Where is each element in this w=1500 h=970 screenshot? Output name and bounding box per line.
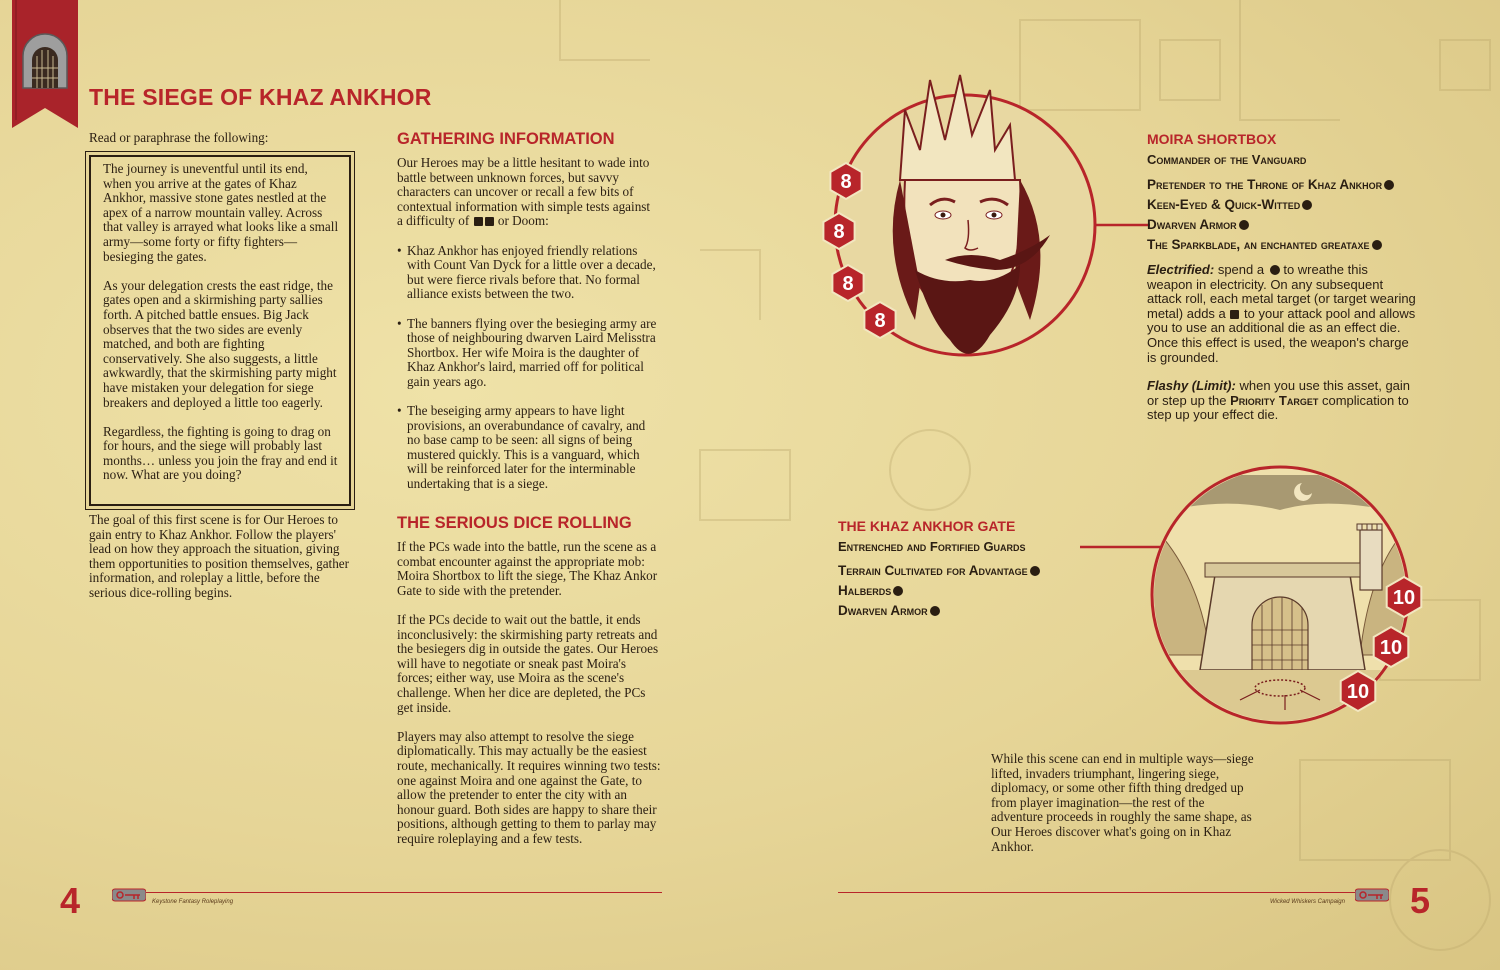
moira-name: MOIRA SHORTBOX: [1147, 131, 1277, 147]
die-hex-badge: [1337, 670, 1379, 712]
trait-row: Keen-Eyed & Quick-Witted: [1147, 195, 1417, 215]
gate-stat-block: [838, 518, 1088, 621]
gate-banner-icon: [12, 0, 82, 135]
box-paragraph: The journey is uneventful until its end, when you arrive at the gates of Khaz Ankhor, massive stone gates nestled at the apex of a narrow mountain valley. Across that valley is arrayed what looks like a small army—some forty or fifty fighters—besieging the gates.: [103, 161, 339, 264]
die-hex-badge: [820, 212, 858, 250]
die-value: 8: [874, 310, 886, 332]
die-value: 10: [1346, 681, 1370, 703]
footer-rule-right: [838, 892, 1355, 893]
moira-traits: [1147, 175, 1417, 255]
box-paragraph: Regardless, the fighting is going to drag on for hours, and the siege will probably last months… unless you join the fray and end it now. What are you doing?: [103, 423, 338, 483]
die-value: 8: [840, 171, 852, 193]
list-item: • The banners flying over the besieging army are those of neighbouring dwarven Laird Melisstra Shortbox. Her wife Moira is the daughter of Khaz Ankhor's laird, married off for political gain years ago.: [397, 317, 659, 390]
die-hex-badge: [829, 264, 867, 302]
gate-name: THE KHAZ ANKHOR GATE: [838, 518, 1016, 534]
chapter-banner: [12, 0, 82, 140]
box-paragraph: As your delegation crests the east ridge, the gates open and a skirmishing party sallies forth. A pitched battle ensues. Big Jack observes that the two sides are evenly matched, and both are fighting conservatively. She also suggests, a little awkwardly, that the skirmishing party might have mistaken your delegation for siege breakers and deployed a little too eagerly.: [103, 277, 337, 410]
dice-rolling-heading: THE SERIOUS DICE ROLLING: [397, 514, 632, 532]
die-value: 8: [833, 221, 845, 243]
scene-goal-text: The goal of this first scene is for Our Heroes to gain entry to Khaz Ankhor. Follow the players' lead on how they approach the situation, giving them opportunities to position themselves, gather information, and roleplay a little, before the serious dice-rolling begins.: [89, 512, 350, 600]
trait-row: Pretender to the Throne of Khaz Ankhor: [1147, 175, 1417, 195]
gathering-bullets: [397, 244, 659, 492]
gate-subtitle: Entrenched and Fortified Guards: [838, 539, 1026, 554]
sfx-electrified: Electrified: spend a to wreathe this weapon in electricity. On any subsequent attack roll, each metal target (or target wearing metal) adds a to your attack pool and allows you to use an additional die as an effect die. Once this effect is used, the weapon's charge is grounded.: [1147, 262, 1416, 365]
read-aloud-box: [89, 155, 351, 506]
gathering-heading: GATHERING INFORMATION: [397, 130, 615, 148]
key-icon: [112, 888, 146, 902]
page-number-right: 5: [1410, 880, 1431, 921]
die-icon: [1384, 180, 1394, 190]
die-icon: [1239, 220, 1249, 230]
trait-row: The Sparkblade, an enchanted greataxe: [1147, 235, 1417, 255]
die-icon: [893, 586, 903, 596]
die-value: 8: [842, 273, 854, 295]
die-icon: [474, 217, 483, 226]
footer-rule-left: [146, 892, 662, 893]
trait-row: Dwarven Armor: [838, 601, 1088, 621]
die-value: 10: [1392, 587, 1416, 609]
die-icon: [1302, 200, 1312, 210]
gathering-section: [397, 130, 659, 506]
die-hex-badge: [1383, 576, 1425, 618]
trait-row: Halberds: [838, 581, 1088, 601]
dice-rolling-section: [397, 514, 662, 846]
intro-text: Read or paraphrase the following:: [89, 130, 269, 145]
moira-stat-block: [1147, 131, 1417, 423]
sfx-flashy: Flashy (Limit): when you use this asset, gain or step up the Priority Target complication to step up your effect die.: [1147, 378, 1411, 423]
gate-traits: [838, 561, 1088, 621]
die-value: 10: [1379, 637, 1403, 659]
die-icon: [930, 606, 940, 616]
body-paragraph: If the PCs wade into the battle, run the scene as a combat encounter against the appropriate mob: Moira Shortbox to lift the siege, The Khaz Ankor Gate to side with the pretender.: [397, 539, 658, 598]
list-item: • The beseiging army appears to have light provisions, an overabundance of cavalry, and no base camp to be seen: all signs of being mustered quickly. This is a vanguard, which will be reinforced later for the interminable undertaking that is a siege.: [397, 404, 659, 492]
footer-right-text: Wicked Whiskers Campaign: [1270, 899, 1345, 905]
die-icon: [1030, 566, 1040, 576]
body-paragraph: Players may also attempt to resolve the siege diplomatically. This may actually be the easiest route, mechanically. It requires winning two tests: one against Moira and one against the Gate, to allow the pretender to enter the city with an honour guard. Both sides are happy to share their positions, although getting to them to parlay may require roleplaying and a few tests.: [397, 728, 661, 846]
list-item: • Khaz Ankhor has enjoyed friendly relations with Count Van Dyck for a little over a decade, but were fierce rivals before that. No formal alliance exists between the two.: [397, 244, 659, 302]
page-number-left: 4: [60, 880, 81, 921]
die-hex-badge: [861, 301, 899, 339]
die-icon: [485, 217, 494, 226]
page-title: THE SIEGE OF KHAZ ANKHOR: [89, 84, 432, 110]
closing-paragraph: While this scene can end in multiple ways—siege lifted, invaders triumphant, lingering siege, diplomacy, or some other fifth thing dredged up from player imagination—the rest of the adventure proceeds in roughly the same shape, as Our Heroes discover what's going on in Khaz Ankhor.: [991, 751, 1254, 854]
die-hex-badge: [1370, 626, 1412, 668]
footer-left-text: Keystone Fantasy Roleplaying: [152, 899, 234, 905]
die-icon: [1372, 240, 1382, 250]
plot-point-icon: [1270, 265, 1280, 275]
trait-row: Dwarven Armor: [1147, 215, 1417, 235]
die-hex-badge: [827, 162, 865, 200]
gathering-intro: Our Heroes may be a little hesitant to wade into battle between unknown forces, but savvy characters can uncover or recall a few bits of contextual information with simple tests against a difficulty of or Doom:: [397, 155, 651, 229]
body-paragraph: If the PCs decide to wait out the battle, it ends inconclusively: the skirmishing party retreats and the besiegers dig in outside the gates. Our Heroes will have to negotiate or sneak past Moira's forces; either way, use Moira as the scene's challenge. When her dice are depleted, the PCs get inside.: [397, 611, 659, 715]
die-icon: [1230, 310, 1239, 319]
trait-row: Terrain Cultivated for Advantage: [838, 561, 1088, 581]
dice-rolling-body: [397, 540, 662, 846]
key-icon: [1355, 888, 1389, 902]
moira-subtitle: Commander of the Vanguard: [1147, 152, 1307, 167]
